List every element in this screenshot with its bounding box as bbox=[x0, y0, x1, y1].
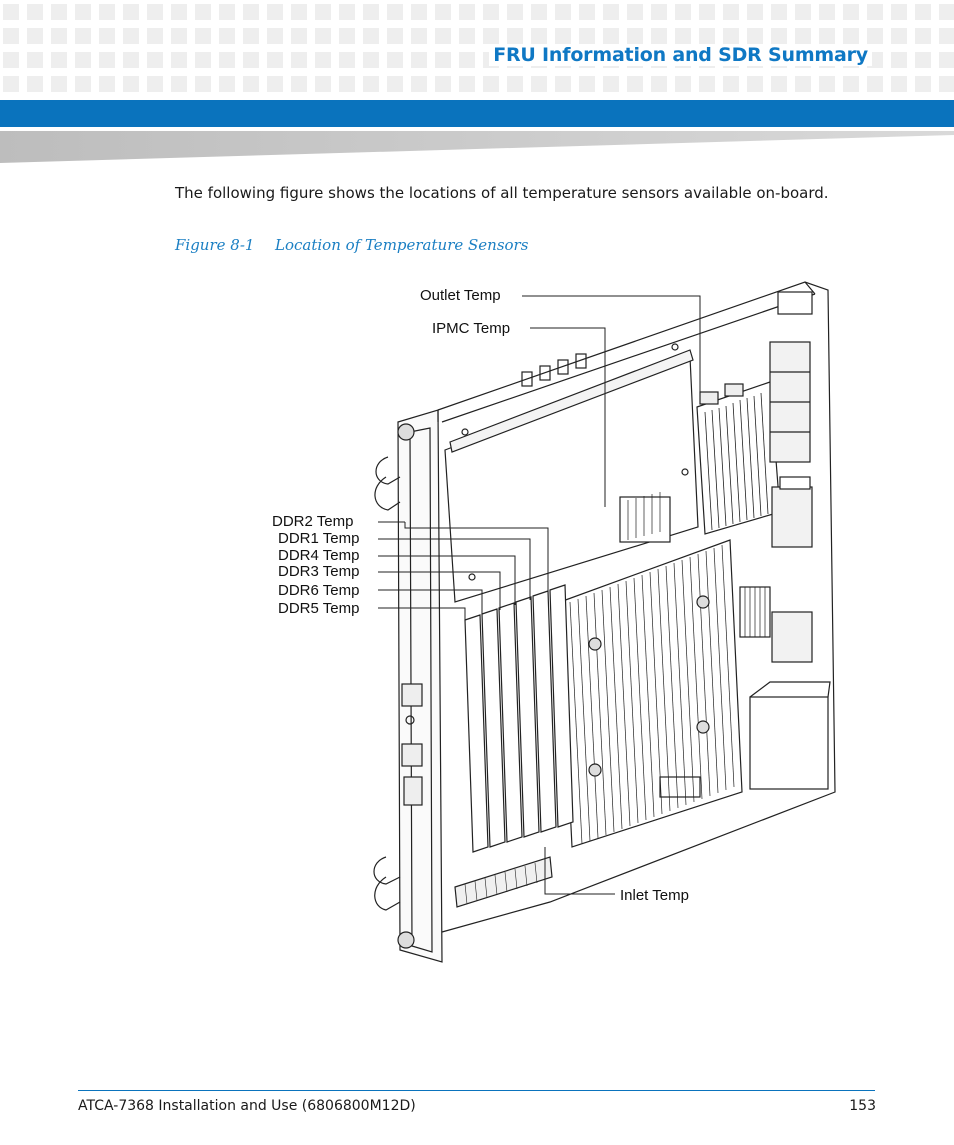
header-grey-wedge bbox=[0, 131, 954, 163]
footer-document-title: ATCA-7368 Installation and Use (6806800M12D) bbox=[78, 1098, 416, 1114]
label-ddr6-temp: DDR6 Temp bbox=[278, 582, 360, 599]
figure-caption bbox=[175, 236, 528, 254]
figure-number: Figure 8-1 bbox=[175, 236, 255, 254]
chapter-title: FRU Information and SDR Summary bbox=[489, 44, 872, 66]
label-ddr3-temp: DDR3 Temp bbox=[278, 563, 360, 580]
board-illustration bbox=[260, 272, 860, 972]
label-outlet-temp: Outlet Temp bbox=[420, 287, 501, 304]
label-ipmc-temp: IPMC Temp bbox=[432, 320, 511, 337]
page-number: 153 bbox=[849, 1098, 876, 1114]
label-ddr4-temp: DDR4 Temp bbox=[278, 547, 360, 564]
label-ddr2-temp: DDR2 Temp bbox=[272, 513, 354, 530]
label-ddr1-temp: DDR1 Temp bbox=[278, 530, 360, 547]
label-ddr5-temp: DDR5 Temp bbox=[278, 600, 360, 617]
figure-title: Location of Temperature Sensors bbox=[275, 236, 529, 254]
label-inlet-temp: Inlet Temp bbox=[620, 887, 689, 904]
temperature-sensor-diagram bbox=[260, 272, 860, 972]
footer-rule bbox=[78, 1090, 875, 1091]
header-blue-bar bbox=[0, 100, 954, 127]
intro-paragraph: The following figure shows the locations of all temperature sensors available on-board. bbox=[175, 184, 829, 202]
